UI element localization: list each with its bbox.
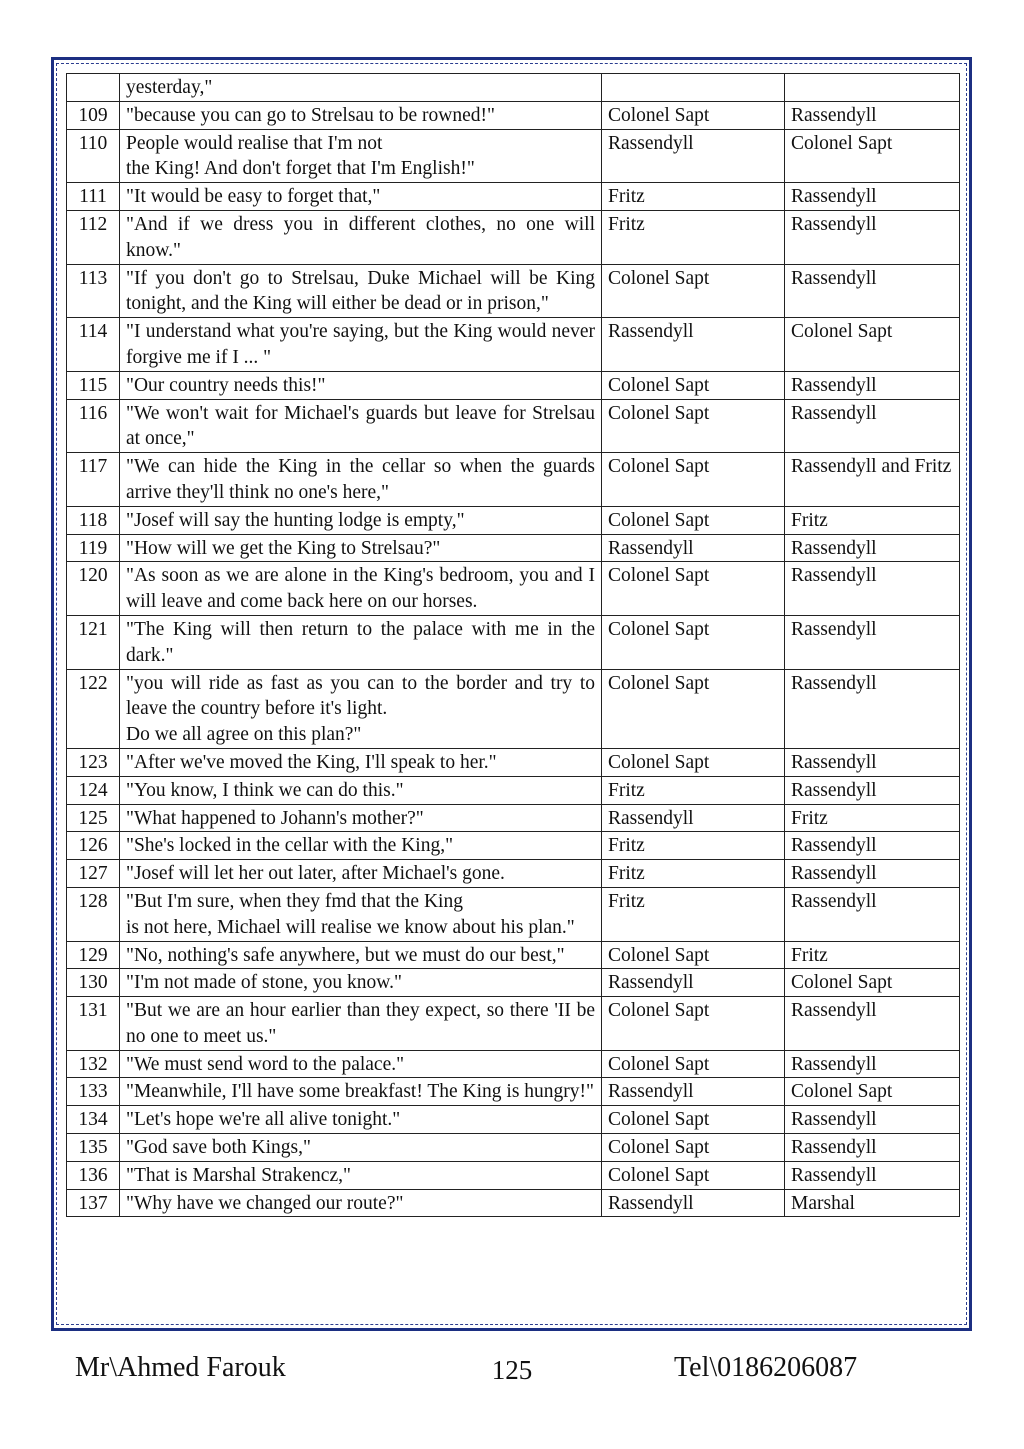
footer-page-number: 125 (491, 1355, 533, 1385)
speaker-cell: Rassendyll (602, 804, 785, 832)
speaker-cell (602, 74, 785, 102)
listener-cell: Rassendyll (785, 399, 960, 453)
speaker-cell: Rassendyll (602, 534, 785, 562)
listener-cell: Colonel Sapt (785, 129, 960, 183)
row-number (67, 74, 120, 102)
table-row (67, 399, 960, 453)
row-number: 126 (67, 832, 120, 860)
dialogue-quote: "No, nothing's safe anywhere, but we must do our best," (120, 941, 602, 969)
table-row (67, 1078, 960, 1106)
dialogue-quote: "Our country needs this!" (120, 371, 602, 399)
row-number: 116 (67, 399, 120, 453)
table-row (67, 941, 960, 969)
table-row (67, 1134, 960, 1162)
dialogue-quote: "But we are an hour earlier than they expect, so there 'II be no one to meet us." (120, 997, 602, 1051)
row-number: 128 (67, 887, 120, 941)
table-row (67, 1189, 960, 1217)
listener-cell: Rassendyll (785, 997, 960, 1051)
table-row (67, 264, 960, 318)
listener-cell: Rassendyll (785, 534, 960, 562)
dialogue-quote: "You know, I think we can do this." (120, 776, 602, 804)
listener-cell: Rassendyll (785, 183, 960, 211)
dialogue-table-body (67, 74, 960, 1217)
dialogue-quote: "I'm not made of stone, you know." (120, 969, 602, 997)
listener-cell: Rassendyll (785, 1050, 960, 1078)
row-number: 124 (67, 776, 120, 804)
footer-phone: Tel\0186206087 (674, 1352, 858, 1383)
table-row (67, 887, 960, 941)
row-number: 112 (67, 210, 120, 264)
table-row (67, 74, 960, 102)
dialogue-quote: "We can hide the King in the cellar so when the guards arrive they'll think no one's here," (120, 453, 602, 507)
speaker-cell: Fritz (602, 887, 785, 941)
dialogue-quote: People would realise that I'm not the King! And don't forget that I'm English!" (120, 129, 602, 183)
table-row (67, 101, 960, 129)
listener-cell: Rassendyll and Fritz (785, 453, 960, 507)
listener-cell: Fritz (785, 804, 960, 832)
listener-cell: Colonel Sapt (785, 318, 960, 372)
listener-cell: Rassendyll (785, 887, 960, 941)
table-row (67, 832, 960, 860)
row-number: 131 (67, 997, 120, 1051)
dialogue-quote: yesterday," (120, 74, 602, 102)
table-row (67, 210, 960, 264)
listener-cell: Fritz (785, 506, 960, 534)
row-number: 110 (67, 129, 120, 183)
table-row (67, 969, 960, 997)
dialogue-quote: "After we've moved the King, I'll speak to her." (120, 748, 602, 776)
listener-cell: Rassendyll (785, 264, 960, 318)
listener-cell: Rassendyll (785, 1106, 960, 1134)
speaker-cell: Colonel Sapt (602, 506, 785, 534)
table-row (67, 562, 960, 616)
row-number: 118 (67, 506, 120, 534)
listener-cell: Rassendyll (785, 860, 960, 888)
dialogue-quote: "Let's hope we're all alive tonight." (120, 1106, 602, 1134)
listener-cell: Colonel Sapt (785, 969, 960, 997)
table-row (67, 371, 960, 399)
speaker-cell: Fritz (602, 210, 785, 264)
dialogue-quote: "It would be easy to forget that," (120, 183, 602, 211)
speaker-cell: Colonel Sapt (602, 669, 785, 748)
speaker-cell: Colonel Sapt (602, 941, 785, 969)
row-number: 121 (67, 615, 120, 669)
row-number: 123 (67, 748, 120, 776)
speaker-cell: Colonel Sapt (602, 562, 785, 616)
listener-cell (785, 74, 960, 102)
listener-cell: Rassendyll (785, 748, 960, 776)
row-number: 135 (67, 1134, 120, 1162)
dialogue-quote: "I understand what you're saying, but the King would never forgive me if I ... " (120, 318, 602, 372)
row-number: 113 (67, 264, 120, 318)
speaker-cell: Rassendyll (602, 1078, 785, 1106)
speaker-cell: Rassendyll (602, 129, 785, 183)
listener-cell: Rassendyll (785, 101, 960, 129)
dialogue-table (66, 73, 960, 1217)
table-row (67, 748, 960, 776)
table-row (67, 615, 960, 669)
table-row (67, 776, 960, 804)
dialogue-quote: "We won't wait for Michael's guards but leave for Strelsau at once," (120, 399, 602, 453)
row-number: 120 (67, 562, 120, 616)
table-row (67, 997, 960, 1051)
table-row (67, 183, 960, 211)
row-number: 119 (67, 534, 120, 562)
table-row (67, 129, 960, 183)
speaker-cell: Colonel Sapt (602, 748, 785, 776)
speaker-cell: Colonel Sapt (602, 101, 785, 129)
row-number: 125 (67, 804, 120, 832)
row-number: 137 (67, 1189, 120, 1217)
row-number: 109 (67, 101, 120, 129)
speaker-cell: Rassendyll (602, 969, 785, 997)
row-number: 122 (67, 669, 120, 748)
row-number: 127 (67, 860, 120, 888)
dialogue-quote: "That is Marshal Strakencz," (120, 1161, 602, 1189)
dialogue-quote: "God save both Kings," (120, 1134, 602, 1162)
speaker-cell: Colonel Sapt (602, 1134, 785, 1162)
speaker-cell: Colonel Sapt (602, 1106, 785, 1134)
dialogue-quote: "As soon as we are alone in the King's bedroom, you and I will leave and come back here on our horses. (120, 562, 602, 616)
dialogue-quote: "Josef will let her out later, after Michael's gone. (120, 860, 602, 888)
listener-cell: Rassendyll (785, 832, 960, 860)
listener-cell: Marshal (785, 1189, 960, 1217)
table-row (67, 453, 960, 507)
speaker-cell: Colonel Sapt (602, 371, 785, 399)
speaker-cell: Fritz (602, 832, 785, 860)
speaker-cell: Colonel Sapt (602, 399, 785, 453)
row-number: 115 (67, 371, 120, 399)
listener-cell: Rassendyll (785, 1161, 960, 1189)
listener-cell: Rassendyll (785, 669, 960, 748)
speaker-cell: Fritz (602, 183, 785, 211)
row-number: 134 (67, 1106, 120, 1134)
dialogue-quote: "How will we get the King to Strelsau?" (120, 534, 602, 562)
dialogue-quote: "If you don't go to Strelsau, Duke Michael will be King tonight, and the King will either be dead or in prison," (120, 264, 602, 318)
table-row (67, 1161, 960, 1189)
speaker-cell: Rassendyll (602, 1189, 785, 1217)
dialogue-quote: "But I'm sure, when they fmd that the King is not here, Michael will realise we know about his plan." (120, 887, 602, 941)
table-row (67, 506, 960, 534)
listener-cell: Fritz (785, 941, 960, 969)
speaker-cell: Fritz (602, 860, 785, 888)
dialogue-quote: "What happened to Johann's mother?" (120, 804, 602, 832)
listener-cell: Rassendyll (785, 210, 960, 264)
table-row (67, 860, 960, 888)
listener-cell: Rassendyll (785, 562, 960, 616)
listener-cell: Rassendyll (785, 615, 960, 669)
row-number: 133 (67, 1078, 120, 1106)
row-number: 114 (67, 318, 120, 372)
listener-cell: Rassendyll (785, 1134, 960, 1162)
row-number: 111 (67, 183, 120, 211)
dialogue-quote: "We must send word to the palace." (120, 1050, 602, 1078)
speaker-cell: Colonel Sapt (602, 997, 785, 1051)
speaker-cell: Fritz (602, 776, 785, 804)
table-row (67, 534, 960, 562)
dialogue-quote: "Why have we changed our route?" (120, 1189, 602, 1217)
speaker-cell: Colonel Sapt (602, 264, 785, 318)
row-number: 130 (67, 969, 120, 997)
dialogue-quote: "Meanwhile, I'll have some breakfast! The King is hungry!" (120, 1078, 602, 1106)
speaker-cell: Colonel Sapt (602, 1050, 785, 1078)
dialogue-quote: "The King will then return to the palace with me in the dark." (120, 615, 602, 669)
speaker-cell: Colonel Sapt (602, 615, 785, 669)
dialogue-quote: "And if we dress you in different clothes, no one will know." (120, 210, 602, 264)
speaker-cell: Colonel Sapt (602, 1161, 785, 1189)
table-row (67, 318, 960, 372)
table-row (67, 804, 960, 832)
table-row (67, 1106, 960, 1134)
speaker-cell: Rassendyll (602, 318, 785, 372)
row-number: 129 (67, 941, 120, 969)
row-number: 117 (67, 453, 120, 507)
table-row (67, 1050, 960, 1078)
table-row (67, 669, 960, 748)
footer-author: Mr\Ahmed Farouk (75, 1352, 286, 1383)
dialogue-quote: "because you can go to Strelsau to be rowned!" (120, 101, 602, 129)
listener-cell: Colonel Sapt (785, 1078, 960, 1106)
listener-cell: Rassendyll (785, 371, 960, 399)
row-number: 132 (67, 1050, 120, 1078)
dialogue-quote: "you will ride as fast as you can to the border and try to leave the country before it's light. Do we all agree on this plan?" (120, 669, 602, 748)
speaker-cell: Colonel Sapt (602, 453, 785, 507)
dialogue-quote: "She's locked in the cellar with the King," (120, 832, 602, 860)
listener-cell: Rassendyll (785, 776, 960, 804)
dialogue-quote: "Josef will say the hunting lodge is empty," (120, 506, 602, 534)
row-number: 136 (67, 1161, 120, 1189)
